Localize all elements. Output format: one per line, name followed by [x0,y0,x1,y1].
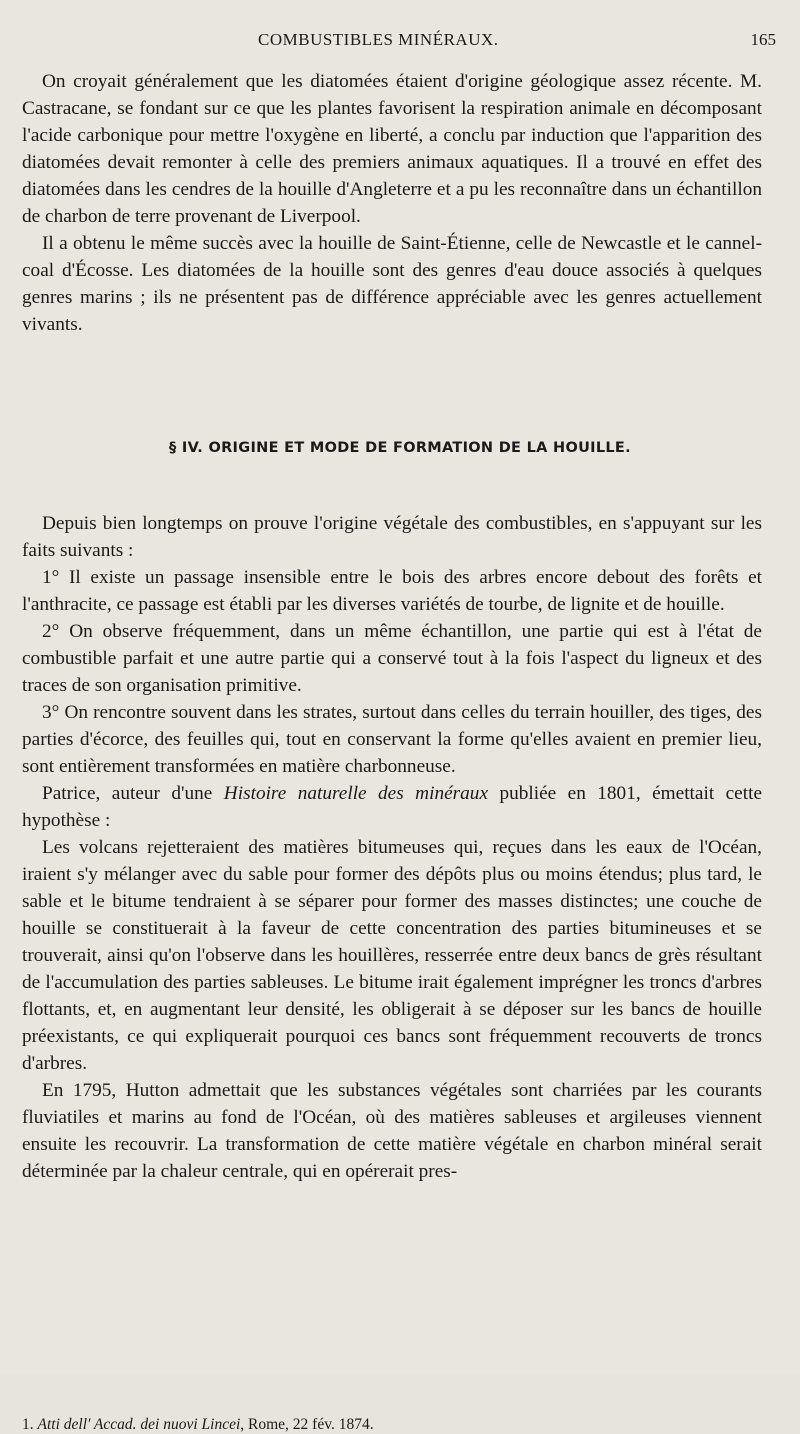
paragraph-fact-3: 3° On rencontre souvent dans les strates, surtout dans celles du terrain houiller, des tiges, des parties d'écorce, des feuilles qui, tout en conservant la forme qu'elles avaient en premier lieu, sont entièrement transformées en matière charbonneuse. [22,702,762,777]
paragraph-patrice [22,780,762,834]
footnote-marker: 1. [22,1416,34,1433]
patrice-book-title: Histoire naturelle des minéraux [223,783,489,804]
paragraph-depuis: Depuis bien longtemps on prouve l'origine végétale des combustibles, en s'appuyant sur les faits suivants : [22,513,762,561]
section-heading [0,440,800,456]
text-block-intro [22,68,762,338]
footnote-details: , Rome, 22 fév. 1874. [240,1416,374,1433]
section-title: ORIGINE ET MODE DE FORMATION DE LA HOUILLE. [208,440,631,456]
paragraph-fact-2: 2° On observe fréquemment, dans un même échantillon, une partie qui est à l'état de combustible parfait et une autre partie qui a conservé tout à la fois l'aspect du ligneux et des traces de son organisation primitive. [22,621,762,696]
page-number: 165 [750,30,776,49]
footnote [22,1416,374,1434]
running-header [0,30,800,56]
running-title: COMBUSTIBLES MINÉRAUX. [258,30,499,49]
paragraph-hutton: En 1795, Hutton admettait que les substances végétales sont charriées par les courants fluviatiles et marins au fond de l'Océan, où des matières sableuses et argileuses viennent ensuite les recouvrir. La transformation de cette matière végétale en charbon minéral serait déterminée par la chaleur centrale, qui en opérerait pres- [22,1080,762,1182]
paragraph-diatomees: On croyait généralement que les diatomées étaient d'origine géologique assez récente. M. Castracane, se fondant sur ce que les plantes favorisent la respiration animale en décomposant l'acide carbonique pour mettre l'oxygène en liberté, a conclu par induction que l'apparition des diatomées devait remonter à celle des premiers animaux aquatiques. Il a trouvé en effet des diatomées dans les cendres de la houille d'Angleterre et a pu les reconnaître dans un échantillon de charbon de terre provenant de Liverpool. [22,71,762,227]
text-block-main [22,510,762,1185]
paragraph-fact-1: 1° Il existe un passage insensible entre le bois des arbres encore debout des forêts et l'anthracite, ce passage est établi par les diverses variétés de tourbe, de lignite et de houille. [22,567,762,615]
paragraph-saint-etienne: Il a obtenu le même succès avec la houille de Saint-Étienne, celle de Newcastle et le cannel-coal d'Écosse. Les diatomées de la houille sont des genres d'eau douce associés à quelques genres marins ; ils ne présentent pas de différence appréciable avec les genres actuellement vivants. [22,233,762,335]
footnote-source: Atti dell' Accad. dei nuovi Lincei [37,1416,241,1433]
section-number: § IV. [169,440,204,456]
patrice-text-after: publiée en 1801, émettait cette hypothèse : [22,783,763,831]
paragraph-volcans: Les volcans rejetteraient des matières bitumeuses qui, reçues dans les eaux de l'Océan, iraient s'y mélanger avec du sable pour former des dépôts plus ou moins étendus; plus tard, le sable et le bitume tendraient à se séparer pour former des masses distinctes; une couche de houille se constituerait à la faveur de cette concentration des parties bitumineuses et se trouverait, ainsi qu'on l'observe dans les houillères, resserrée entre deux bancs de grès résultant de l'accumulation des parties sableuses. Le bitume irait également imprégner les troncs d'arbres flottants, et, en augmentant leur densité, les obligerait à se déposer sur les bancs de houille préexistants, ce qui expliquerait pourquoi ces bancs sont fréquemment recouverts de troncs d'arbres. [22,837,762,1074]
patrice-text-before: Patrice, auteur d'une [42,783,224,804]
